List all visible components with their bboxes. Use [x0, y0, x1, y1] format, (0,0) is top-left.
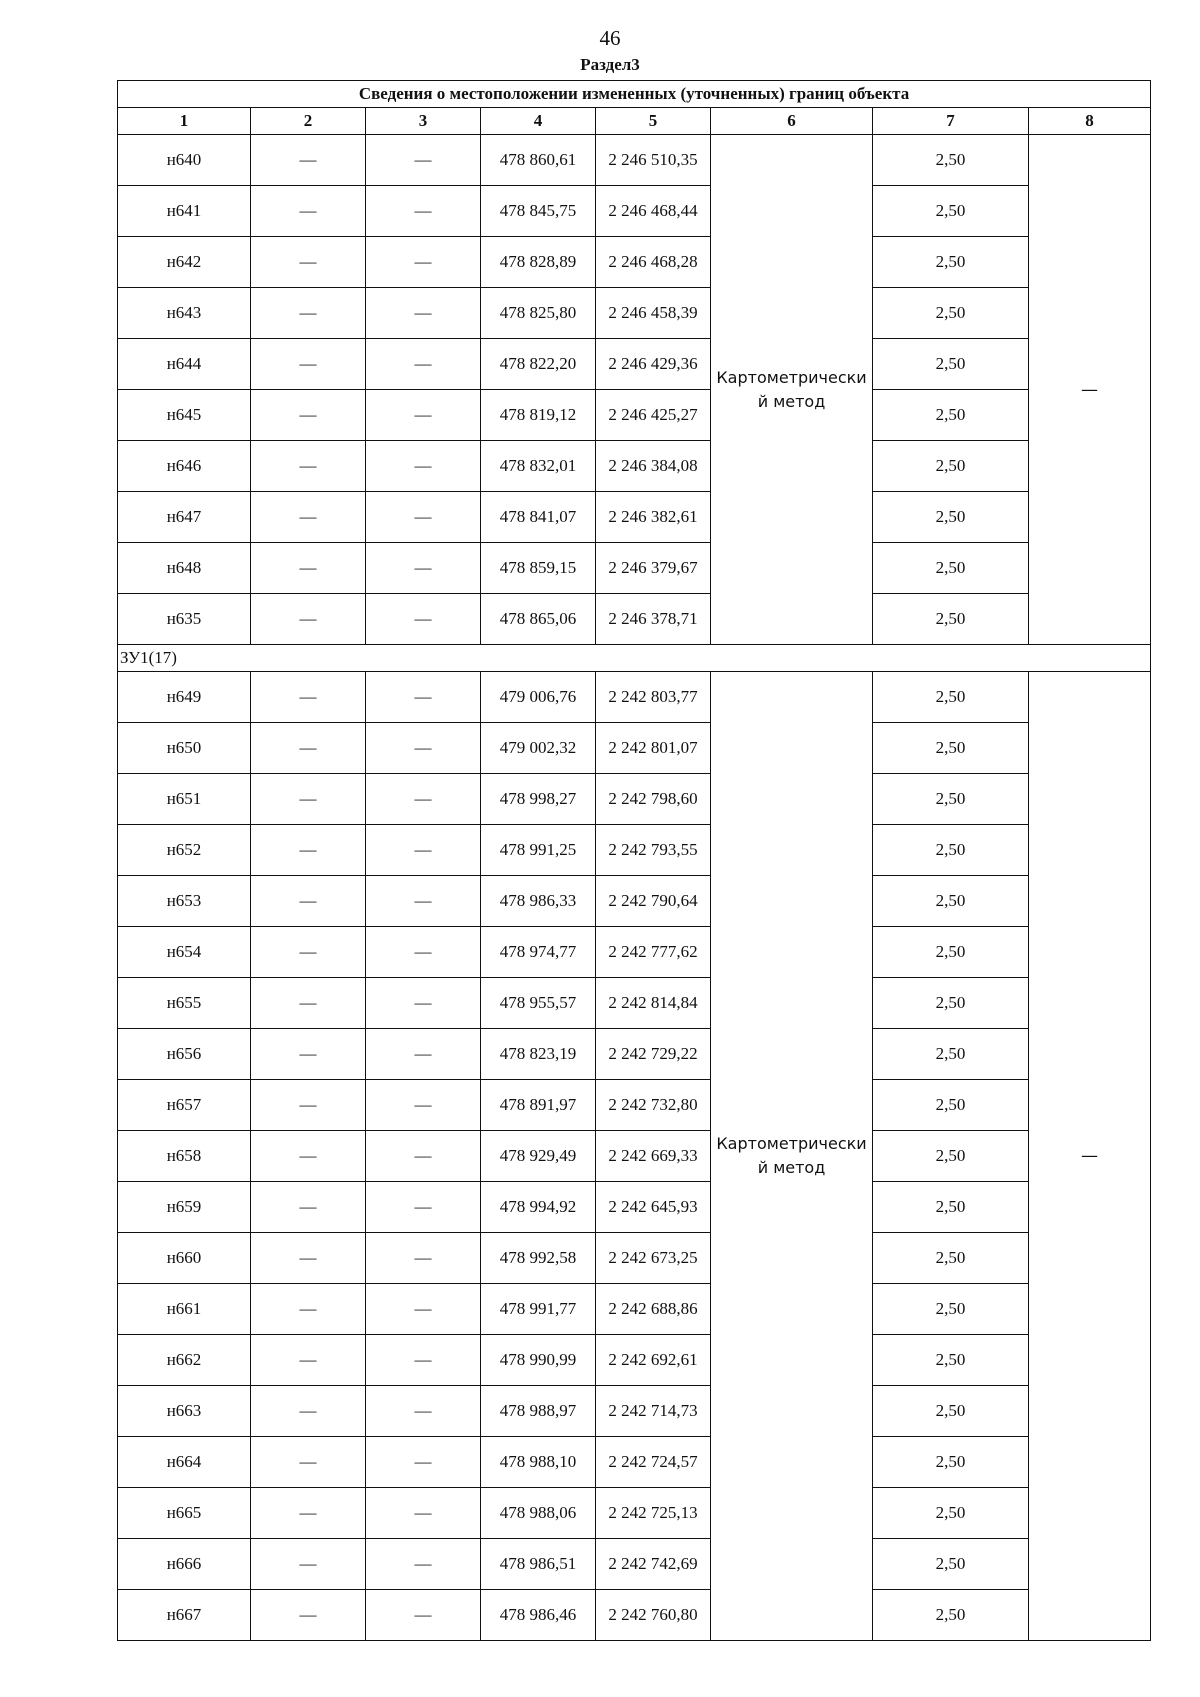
y-coordinate-cell: 2 242 729,22: [596, 1029, 711, 1080]
table-row: [118, 1437, 1151, 1488]
x-coordinate-cell: 478 990,99: [481, 1335, 596, 1386]
column-3-cell: —: [366, 594, 481, 645]
accuracy-cell: 2,50: [873, 441, 1029, 492]
column-2-cell: —: [251, 1488, 366, 1539]
column-2-cell: —: [251, 1437, 366, 1488]
accuracy-cell: 2,50: [873, 1284, 1029, 1335]
column-header: 3: [366, 108, 481, 135]
y-coordinate-cell: 2 242 801,07: [596, 723, 711, 774]
point-name-cell: н635: [118, 594, 251, 645]
point-name-cell: н666: [118, 1539, 251, 1590]
point-name-cell: н656: [118, 1029, 251, 1080]
column-2-cell: —: [251, 876, 366, 927]
x-coordinate-cell: 478 988,10: [481, 1437, 596, 1488]
accuracy-cell: 2,50: [873, 1182, 1029, 1233]
column-2-cell: —: [251, 1284, 366, 1335]
y-coordinate-cell: 2 246 425,27: [596, 390, 711, 441]
x-coordinate-cell: 478 991,25: [481, 825, 596, 876]
point-name-cell: н663: [118, 1386, 251, 1437]
table-row: [118, 978, 1151, 1029]
column-2-cell: —: [251, 927, 366, 978]
column-2-cell: —: [251, 723, 366, 774]
column-3-cell: —: [366, 441, 481, 492]
column-3-cell: —: [366, 1539, 481, 1590]
column-2-cell: —: [251, 672, 366, 723]
table-row: [118, 672, 1151, 723]
point-name-cell: н655: [118, 978, 251, 1029]
table-title: Сведения о местоположении измененных (уточненных) границ объекта: [118, 81, 1151, 108]
accuracy-cell: 2,50: [873, 1080, 1029, 1131]
point-name-cell: н643: [118, 288, 251, 339]
column-2-cell: —: [251, 288, 366, 339]
table-row: [118, 441, 1151, 492]
y-coordinate-cell: 2 242 732,80: [596, 1080, 711, 1131]
column-3-cell: —: [366, 876, 481, 927]
x-coordinate-cell: 478 825,80: [481, 288, 596, 339]
accuracy-cell: 2,50: [873, 774, 1029, 825]
column-3-cell: —: [366, 672, 481, 723]
column-header: 6: [711, 108, 873, 135]
x-coordinate-cell: 478 986,51: [481, 1539, 596, 1590]
column-3-cell: —: [366, 1437, 481, 1488]
accuracy-cell: 2,50: [873, 288, 1029, 339]
y-coordinate-cell: 2 242 669,33: [596, 1131, 711, 1182]
x-coordinate-cell: 478 998,27: [481, 774, 596, 825]
page-number: 46: [599, 26, 621, 50]
accuracy-cell: 2,50: [873, 339, 1029, 390]
column-2-cell: —: [251, 390, 366, 441]
y-coordinate-cell: 2 242 692,61: [596, 1335, 711, 1386]
column-2-cell: —: [251, 594, 366, 645]
x-coordinate-cell: 478 865,06: [481, 594, 596, 645]
table-row: [118, 594, 1151, 645]
accuracy-cell: 2,50: [873, 492, 1029, 543]
point-name-cell: н652: [118, 825, 251, 876]
point-name-cell: н649: [118, 672, 251, 723]
column-3-cell: —: [366, 1488, 481, 1539]
x-coordinate-cell: 478 819,12: [481, 390, 596, 441]
x-coordinate-cell: 478 994,92: [481, 1182, 596, 1233]
table-row: [118, 1182, 1151, 1233]
accuracy-cell: 2,50: [873, 186, 1029, 237]
x-coordinate-cell: 478 822,20: [481, 339, 596, 390]
x-coordinate-cell: 478 823,19: [481, 1029, 596, 1080]
y-coordinate-cell: 2 242 803,77: [596, 672, 711, 723]
point-name-cell: н667: [118, 1590, 251, 1641]
column-2-cell: —: [251, 825, 366, 876]
x-coordinate-cell: 478 859,15: [481, 543, 596, 594]
y-coordinate-cell: 2 246 384,08: [596, 441, 711, 492]
y-coordinate-cell: 2 246 382,61: [596, 492, 711, 543]
column-2-cell: —: [251, 492, 366, 543]
section-title: Раздел3: [580, 55, 640, 74]
column-2-cell: —: [251, 1233, 366, 1284]
table-row: [118, 1335, 1151, 1386]
table-row: [118, 825, 1151, 876]
point-name-cell: н662: [118, 1335, 251, 1386]
column-3-cell: —: [366, 390, 481, 441]
accuracy-cell: 2,50: [873, 1233, 1029, 1284]
y-coordinate-cell: 2 242 777,62: [596, 927, 711, 978]
y-coordinate-cell: 2 246 379,67: [596, 543, 711, 594]
column-3-cell: —: [366, 237, 481, 288]
y-coordinate-cell: 2 242 760,80: [596, 1590, 711, 1641]
accuracy-cell: 2,50: [873, 543, 1029, 594]
table-row: [118, 1284, 1151, 1335]
column-8-cell: —: [1029, 135, 1151, 645]
x-coordinate-cell: 478 955,57: [481, 978, 596, 1029]
x-coordinate-cell: 478 988,97: [481, 1386, 596, 1437]
point-name-cell: н641: [118, 186, 251, 237]
accuracy-cell: 2,50: [873, 1386, 1029, 1437]
column-header: 5: [596, 108, 711, 135]
column-3-cell: —: [366, 339, 481, 390]
column-3-cell: —: [366, 1080, 481, 1131]
y-coordinate-cell: 2 242 798,60: [596, 774, 711, 825]
table-row: [118, 1029, 1151, 1080]
accuracy-cell: 2,50: [873, 237, 1029, 288]
point-name-cell: н645: [118, 390, 251, 441]
point-name-cell: н647: [118, 492, 251, 543]
column-2-cell: —: [251, 339, 366, 390]
point-name-cell: н653: [118, 876, 251, 927]
column-header-row: [118, 108, 1151, 135]
column-2-cell: —: [251, 441, 366, 492]
x-coordinate-cell: 479 006,76: [481, 672, 596, 723]
point-name-cell: н650: [118, 723, 251, 774]
table-row: [118, 1539, 1151, 1590]
table-row: [118, 339, 1151, 390]
point-name-cell: н665: [118, 1488, 251, 1539]
column-2-cell: —: [251, 1590, 366, 1641]
group-label: ЗУ1(17): [118, 645, 1151, 672]
table-row: [118, 135, 1151, 186]
column-3-cell: —: [366, 492, 481, 543]
table-row: [118, 543, 1151, 594]
table-row: [118, 1386, 1151, 1437]
y-coordinate-cell: 2 242 814,84: [596, 978, 711, 1029]
column-2-cell: —: [251, 1080, 366, 1131]
column-3-cell: —: [366, 186, 481, 237]
accuracy-cell: 2,50: [873, 1335, 1029, 1386]
accuracy-cell: 2,50: [873, 927, 1029, 978]
table-row: [118, 1080, 1151, 1131]
table-row: [118, 876, 1151, 927]
table-row: [118, 390, 1151, 441]
x-coordinate-cell: 478 986,46: [481, 1590, 596, 1641]
column-8-cell: —: [1029, 672, 1151, 1641]
column-2-cell: —: [251, 1539, 366, 1590]
x-coordinate-cell: 479 002,32: [481, 723, 596, 774]
column-header: 1: [118, 108, 251, 135]
column-2-cell: —: [251, 1335, 366, 1386]
table-body: [118, 135, 1151, 1641]
accuracy-cell: 2,50: [873, 1488, 1029, 1539]
column-2-cell: —: [251, 1029, 366, 1080]
point-name-cell: н659: [118, 1182, 251, 1233]
method-cell: Картометрически й метод: [711, 135, 873, 645]
x-coordinate-cell: 478 988,06: [481, 1488, 596, 1539]
accuracy-cell: 2,50: [873, 390, 1029, 441]
column-3-cell: —: [366, 1284, 481, 1335]
column-3-cell: —: [366, 135, 481, 186]
y-coordinate-cell: 2 242 742,69: [596, 1539, 711, 1590]
column-2-cell: —: [251, 186, 366, 237]
column-3-cell: —: [366, 1131, 481, 1182]
y-coordinate-cell: 2 242 673,25: [596, 1233, 711, 1284]
column-3-cell: —: [366, 288, 481, 339]
point-name-cell: н648: [118, 543, 251, 594]
table-row: [118, 288, 1151, 339]
table-row: [118, 1233, 1151, 1284]
accuracy-cell: 2,50: [873, 978, 1029, 1029]
y-coordinate-cell: 2 246 468,28: [596, 237, 711, 288]
accuracy-cell: 2,50: [873, 135, 1029, 186]
group-row: [118, 645, 1151, 672]
column-header: 4: [481, 108, 596, 135]
x-coordinate-cell: 478 828,89: [481, 237, 596, 288]
column-2-cell: —: [251, 1386, 366, 1437]
accuracy-cell: 2,50: [873, 1539, 1029, 1590]
point-name-cell: н651: [118, 774, 251, 825]
column-3-cell: —: [366, 825, 481, 876]
column-header: 2: [251, 108, 366, 135]
column-2-cell: —: [251, 237, 366, 288]
column-3-cell: —: [366, 723, 481, 774]
table-row: [118, 1131, 1151, 1182]
accuracy-cell: 2,50: [873, 1437, 1029, 1488]
table-row: [118, 1590, 1151, 1641]
column-3-cell: —: [366, 978, 481, 1029]
y-coordinate-cell: 2 242 645,93: [596, 1182, 711, 1233]
y-coordinate-cell: 2 242 724,57: [596, 1437, 711, 1488]
x-coordinate-cell: 478 992,58: [481, 1233, 596, 1284]
column-3-cell: —: [366, 927, 481, 978]
accuracy-cell: 2,50: [873, 1029, 1029, 1080]
y-coordinate-cell: 2 242 793,55: [596, 825, 711, 876]
y-coordinate-cell: 2 246 510,35: [596, 135, 711, 186]
point-name-cell: н658: [118, 1131, 251, 1182]
accuracy-cell: 2,50: [873, 1590, 1029, 1641]
accuracy-cell: 2,50: [873, 672, 1029, 723]
table-row: [118, 1488, 1151, 1539]
accuracy-cell: 2,50: [873, 723, 1029, 774]
method-cell: Картометрически й метод: [711, 672, 873, 1641]
column-2-cell: —: [251, 978, 366, 1029]
x-coordinate-cell: 478 891,97: [481, 1080, 596, 1131]
y-coordinate-cell: 2 246 378,71: [596, 594, 711, 645]
table-row: [118, 186, 1151, 237]
column-2-cell: —: [251, 774, 366, 825]
x-coordinate-cell: 478 841,07: [481, 492, 596, 543]
x-coordinate-cell: 478 929,49: [481, 1131, 596, 1182]
accuracy-cell: 2,50: [873, 594, 1029, 645]
point-name-cell: н657: [118, 1080, 251, 1131]
column-3-cell: —: [366, 1182, 481, 1233]
accuracy-cell: 2,50: [873, 825, 1029, 876]
point-name-cell: н660: [118, 1233, 251, 1284]
column-2-cell: —: [251, 543, 366, 594]
point-name-cell: н661: [118, 1284, 251, 1335]
y-coordinate-cell: 2 246 458,39: [596, 288, 711, 339]
column-2-cell: —: [251, 135, 366, 186]
point-name-cell: н640: [118, 135, 251, 186]
table-row: [118, 723, 1151, 774]
table-row: [118, 927, 1151, 978]
table-row: [118, 492, 1151, 543]
x-coordinate-cell: 478 986,33: [481, 876, 596, 927]
table-row: [118, 774, 1151, 825]
column-3-cell: —: [366, 1590, 481, 1641]
point-name-cell: н642: [118, 237, 251, 288]
x-coordinate-cell: 478 845,75: [481, 186, 596, 237]
x-coordinate-cell: 478 860,61: [481, 135, 596, 186]
column-3-cell: —: [366, 543, 481, 594]
column-3-cell: —: [366, 1335, 481, 1386]
accuracy-cell: 2,50: [873, 876, 1029, 927]
column-3-cell: —: [366, 774, 481, 825]
boundary-coordinates-table: [117, 80, 1151, 1641]
y-coordinate-cell: 2 246 468,44: [596, 186, 711, 237]
table-row: [118, 237, 1151, 288]
point-name-cell: н664: [118, 1437, 251, 1488]
column-3-cell: —: [366, 1029, 481, 1080]
column-2-cell: —: [251, 1131, 366, 1182]
column-3-cell: —: [366, 1386, 481, 1437]
point-name-cell: н646: [118, 441, 251, 492]
point-name-cell: н644: [118, 339, 251, 390]
accuracy-cell: 2,50: [873, 1131, 1029, 1182]
x-coordinate-cell: 478 974,77: [481, 927, 596, 978]
column-header: 8: [1029, 108, 1151, 135]
column-header: 7: [873, 108, 1029, 135]
y-coordinate-cell: 2 242 790,64: [596, 876, 711, 927]
column-2-cell: —: [251, 1182, 366, 1233]
y-coordinate-cell: 2 242 725,13: [596, 1488, 711, 1539]
x-coordinate-cell: 478 832,01: [481, 441, 596, 492]
y-coordinate-cell: 2 242 688,86: [596, 1284, 711, 1335]
column-3-cell: —: [366, 1233, 481, 1284]
x-coordinate-cell: 478 991,77: [481, 1284, 596, 1335]
point-name-cell: н654: [118, 927, 251, 978]
y-coordinate-cell: 2 242 714,73: [596, 1386, 711, 1437]
y-coordinate-cell: 2 246 429,36: [596, 339, 711, 390]
